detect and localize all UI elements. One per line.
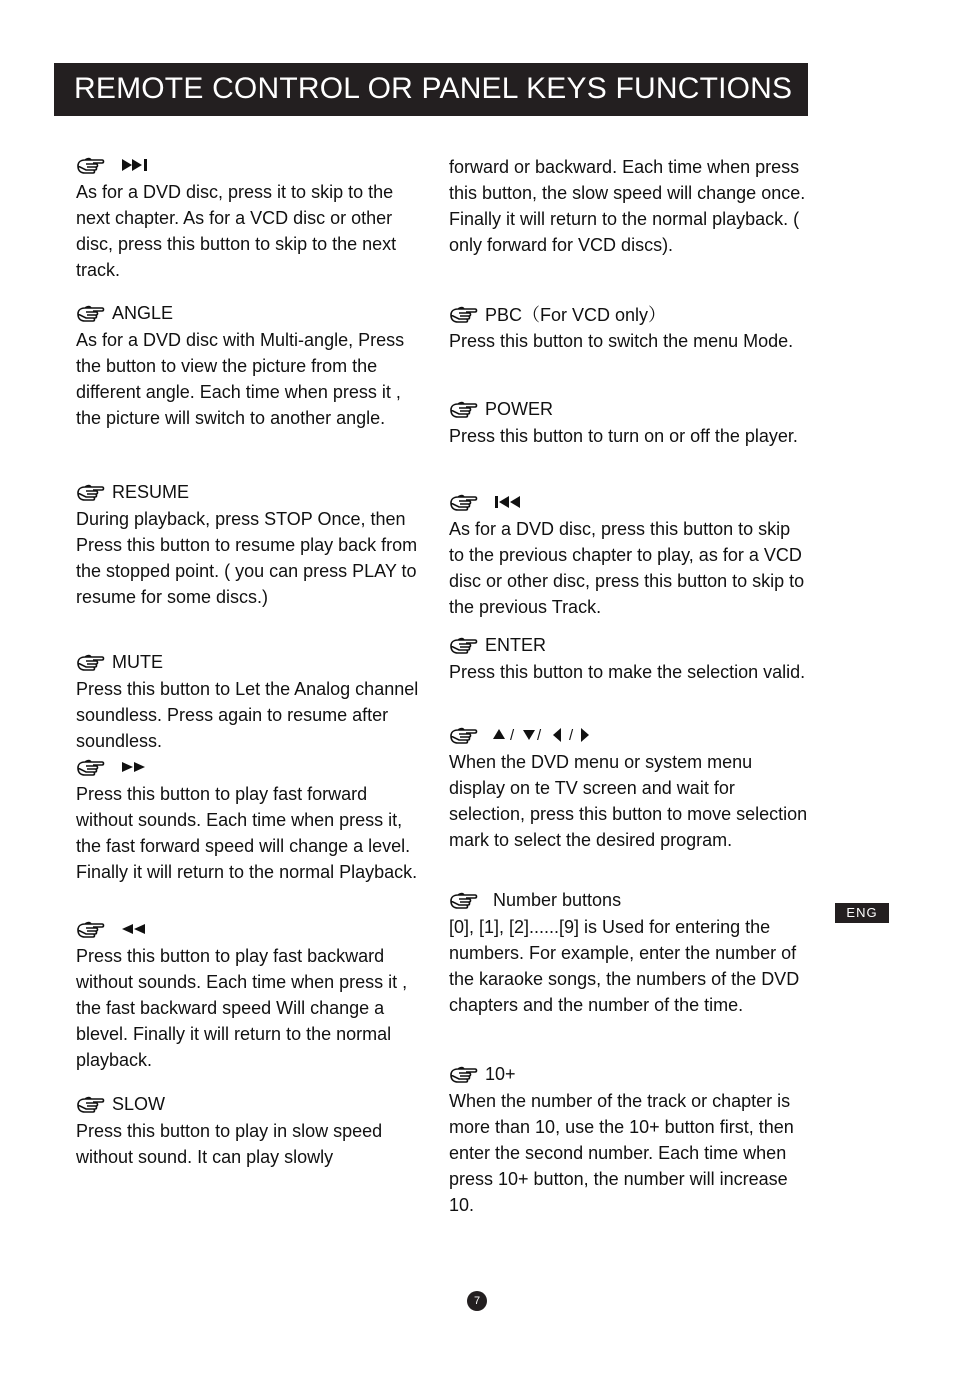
pointing-hand-icon (76, 154, 108, 176)
section-title: MUTE (112, 651, 163, 672)
section-enter (449, 633, 809, 685)
section-body: Press this button to play in slow speed without sound. It can play slowly (76, 1121, 383, 1167)
pointing-hand-icon (76, 302, 108, 324)
section-body: [0], [1], [2]......[9] is Used for entering the numbers. For example, enter the number of the karaoke songs, the numbers of the DVD chapters and the number of the time. (449, 917, 800, 1015)
pointing-hand-icon (449, 724, 481, 746)
section-slow-continued (449, 152, 809, 258)
section-pbc (449, 302, 809, 354)
section-body: Press this button to switch the menu Mode. (449, 331, 794, 351)
fast-forward-icon (120, 761, 150, 773)
section-title: SLOW (112, 1093, 166, 1114)
pointing-hand-icon (449, 491, 481, 513)
pointing-hand-icon (76, 1093, 108, 1115)
section-body: forward or backward. Each time when press this button, the slow speed will change once. Finally it will return to the normal playback. ( only forward for VCD discs). (449, 157, 806, 255)
pointing-hand-icon (449, 303, 481, 325)
section-body: Press this button to play fast forward without sounds. Each time when press it, the fast forward speed will change a level. Finally it will return to the normal Playback. (76, 784, 418, 882)
section-body: Press this button to make the selection valid. (449, 662, 806, 682)
section-body: Press this button to Let the Analog channel soundless. Press again to resume after soundless. (76, 679, 419, 751)
section-body: During playback, press STOP Once, then Press this button to resume play back from the stopped point. ( you can press PLAY to resume for some discs.) (76, 509, 418, 607)
pointing-hand-icon (76, 481, 108, 503)
section-title: ENTER (485, 634, 547, 655)
rewind-icon (120, 923, 150, 935)
pointing-hand-icon (449, 889, 481, 911)
previous-track-icon (493, 495, 525, 509)
section-body: Press this button to turn on or off the player. (449, 426, 798, 446)
pointing-hand-icon (449, 398, 481, 420)
section-title: ANGLE (112, 302, 174, 323)
section-next (76, 153, 421, 283)
section-slow (76, 1092, 421, 1170)
section-mute (76, 650, 421, 754)
section-title: 10+ (485, 1063, 516, 1084)
arrow-keys-icon (493, 727, 611, 743)
pointing-hand-icon (76, 756, 108, 778)
section-title: Number buttons (493, 889, 622, 910)
next-track-icon (120, 158, 152, 172)
section-resume (76, 480, 421, 610)
section-angle (76, 301, 421, 431)
section-ten-plus (449, 1062, 809, 1218)
section-body: When the DVD menu or system menu display on te TV screen and wait for selection, press this button to move selection mark to select the desired program. (449, 752, 808, 850)
section-title: RESUME (112, 481, 190, 502)
section-title: PBC（For VCD only） (485, 305, 667, 325)
svg-text:/: / (537, 727, 542, 743)
language-tab: ENG (835, 903, 889, 923)
section-number-buttons (449, 888, 809, 1018)
pointing-hand-icon (449, 634, 481, 656)
page-number: 7 (467, 1291, 487, 1311)
section-rewind (76, 917, 421, 1073)
section-body: Press this button to play fast backward without sounds. Each time when press it , the fast backward speed Will change a blevel. Finally it will return to the normal playback. (76, 946, 408, 1070)
pointing-hand-icon (76, 651, 108, 673)
svg-text:/: / (510, 727, 515, 743)
pointing-hand-icon (449, 1063, 481, 1085)
svg-text:/: / (569, 727, 574, 743)
page-header (54, 63, 808, 116)
section-fast-forward (76, 755, 421, 885)
page-title: REMOTE CONTROL OR PANEL KEYS FUNCTIONS (74, 72, 793, 105)
section-previous (449, 490, 809, 620)
section-title: POWER (485, 398, 554, 419)
section-arrow-keys (449, 723, 809, 853)
section-body: When the number of the track or chapter is more than 10, use the 10+ button first, then enter the second number. Each time when press 10+ button, the number will increase 10. (449, 1091, 794, 1215)
section-body: As for a DVD disc, press this button to skip to the previous chapter to play, as for a VCD disc or other disc, press this button to skip to the previous Track. (449, 519, 805, 617)
section-body: As for a DVD disc, press it to skip to the next chapter. As for a VCD disc or other disc, press this button to skip to the next track. (76, 182, 397, 280)
pointing-hand-icon (76, 918, 108, 940)
section-power (449, 397, 809, 449)
section-body: As for a DVD disc with Multi-angle, Press the button to view the picture from the different angle. Each time when press it , the picture will switch to another angle. (76, 330, 405, 428)
